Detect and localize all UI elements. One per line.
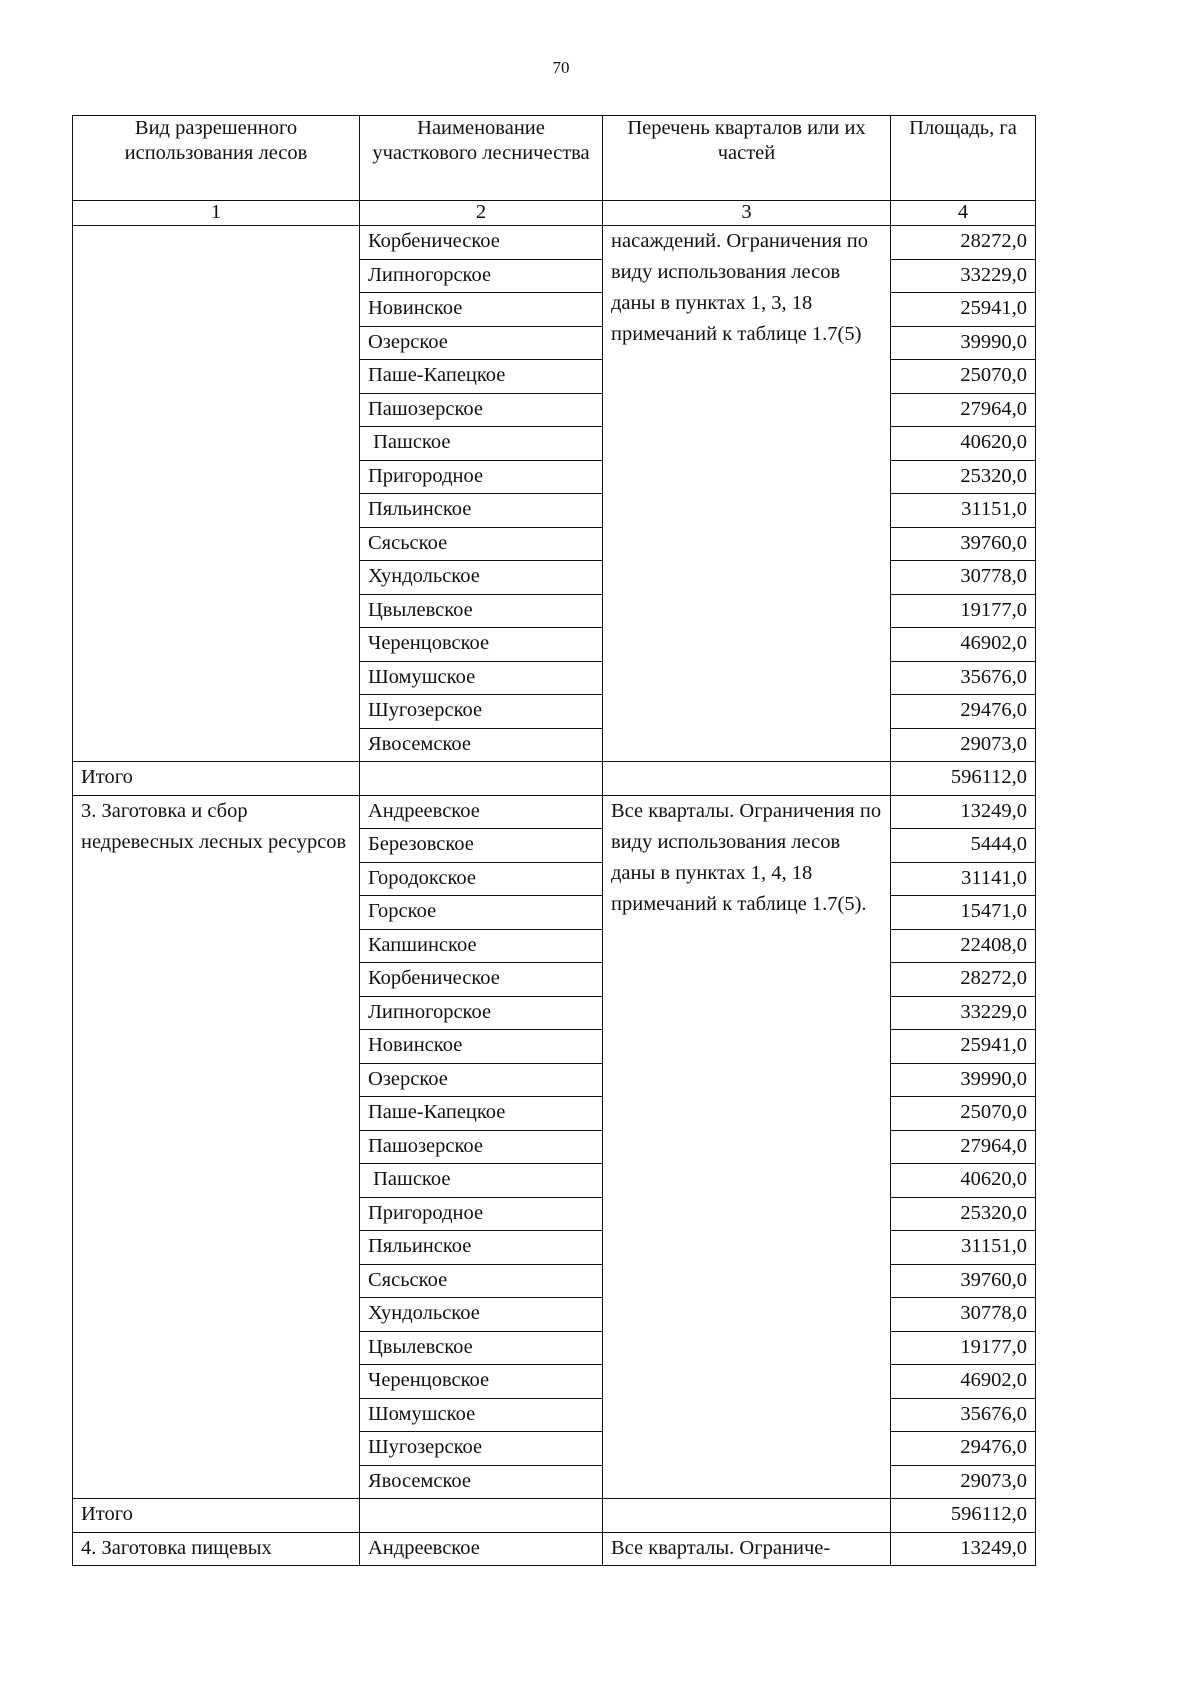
forestry-name-cell: Паше-Капецкое xyxy=(360,1097,603,1131)
area-cell: 22408,0 xyxy=(891,929,1036,963)
area-cell: 39760,0 xyxy=(891,1264,1036,1298)
table-row xyxy=(73,1532,1036,1566)
forestry-name-cell: Сясьское xyxy=(360,527,603,561)
forestry-name-cell: Городокское xyxy=(360,862,603,896)
forestry-name-cell: Явосемское xyxy=(360,728,603,762)
forestry-name-cell: Корбеническое xyxy=(360,963,603,997)
forestry-name-cell: Цвылевское xyxy=(360,1331,603,1365)
area-cell: 29073,0 xyxy=(891,728,1036,762)
group-b-body xyxy=(73,795,1036,1532)
forestry-name-cell: Пашское xyxy=(360,427,603,461)
forestry-name-cell: Шугозерское xyxy=(360,695,603,729)
column-number: 4 xyxy=(891,201,1036,226)
forestry-name-cell: Капшинское xyxy=(360,929,603,963)
area-cell: 25941,0 xyxy=(891,1030,1036,1064)
area-cell: 46902,0 xyxy=(891,1365,1036,1399)
page-number: 70 xyxy=(552,58,570,77)
area-cell: 35676,0 xyxy=(891,661,1036,695)
column-number: 3 xyxy=(603,201,891,226)
header-forestry-name: Наименование участкового лесничества xyxy=(360,116,603,201)
forestry-name-cell: Шугозерское xyxy=(360,1432,603,1466)
forestry-name-cell: Цвылевское xyxy=(360,594,603,628)
area-cell: 25320,0 xyxy=(891,1197,1036,1231)
area-cell: 30778,0 xyxy=(891,561,1036,595)
forestry-name-cell: Хундольское xyxy=(360,1298,603,1332)
area-cell: 13249,0 xyxy=(891,1532,1036,1566)
forestry-name-cell: Явосемское xyxy=(360,1465,603,1499)
area-cell: 28272,0 xyxy=(891,226,1036,260)
area-cell: 5444,0 xyxy=(891,829,1036,863)
group-c-body xyxy=(73,1532,1036,1566)
area-cell: 25320,0 xyxy=(891,460,1036,494)
forestry-name-cell: Озерское xyxy=(360,1063,603,1097)
forestry-name-cell: Горское xyxy=(360,896,603,930)
column-number: 2 xyxy=(360,201,603,226)
total-area: 596112,0 xyxy=(891,762,1036,796)
use-type-cell: 4. Заготовка пищевых xyxy=(73,1532,360,1566)
empty-cell xyxy=(360,762,603,796)
area-cell: 13249,0 xyxy=(891,795,1036,829)
area-cell: 25941,0 xyxy=(891,293,1036,327)
use-type-cell: 3. Заготовка и сбор недревесных лесных ресурсов xyxy=(73,795,360,1499)
total-row xyxy=(73,1499,1036,1533)
area-cell: 39990,0 xyxy=(891,1063,1036,1097)
forestry-name-cell: Пяльинское xyxy=(360,1231,603,1265)
area-cell: 30778,0 xyxy=(891,1298,1036,1332)
forestry-name-cell: Пашское xyxy=(360,1164,603,1198)
forest-use-table xyxy=(72,115,1036,1566)
area-cell: 46902,0 xyxy=(891,628,1036,662)
forestry-name-cell: Пригородное xyxy=(360,460,603,494)
area-cell: 25070,0 xyxy=(891,360,1036,394)
use-type-cell xyxy=(73,226,360,762)
forestry-name-cell: Пригородное xyxy=(360,1197,603,1231)
area-cell: 39760,0 xyxy=(891,527,1036,561)
area-cell: 35676,0 xyxy=(891,1398,1036,1432)
quarters-description-cell: насаждений. Ограничения по виду использования лесов даны в пунктах 1, 3, 18 примечаний к таблице 1.7(5) xyxy=(603,226,891,762)
empty-cell xyxy=(603,1499,891,1533)
forestry-name-cell: Пяльинское xyxy=(360,494,603,528)
area-cell: 40620,0 xyxy=(891,427,1036,461)
forestry-name-cell: Липногорское xyxy=(360,996,603,1030)
area-cell: 31151,0 xyxy=(891,494,1036,528)
forestry-name-cell: Андреевское xyxy=(360,1532,603,1566)
area-cell: 27964,0 xyxy=(891,1130,1036,1164)
area-cell: 29073,0 xyxy=(891,1465,1036,1499)
header-quarters-list: Перечень кварталов или их частей xyxy=(603,116,891,201)
total-label: Итого xyxy=(73,762,360,796)
forestry-name-cell: Озерское xyxy=(360,326,603,360)
area-cell: 29476,0 xyxy=(891,1432,1036,1466)
forestry-name-cell: Пашозерское xyxy=(360,1130,603,1164)
area-cell: 33229,0 xyxy=(891,259,1036,293)
area-cell: 15471,0 xyxy=(891,896,1036,930)
area-cell: 28272,0 xyxy=(891,963,1036,997)
forestry-name-cell: Хундольское xyxy=(360,561,603,595)
area-cell: 25070,0 xyxy=(891,1097,1036,1131)
header-row xyxy=(73,116,1036,201)
table-row xyxy=(73,795,1036,829)
empty-cell xyxy=(360,1499,603,1533)
forestry-name-cell: Сясьское xyxy=(360,1264,603,1298)
forestry-name-cell: Новинское xyxy=(360,293,603,327)
total-area: 596112,0 xyxy=(891,1499,1036,1533)
area-cell: 40620,0 xyxy=(891,1164,1036,1198)
forestry-name-cell: Березовское xyxy=(360,829,603,863)
header-use-type: Вид разрешенного использования лесов xyxy=(73,116,360,201)
area-cell: 31151,0 xyxy=(891,1231,1036,1265)
forestry-name-cell: Андреевское xyxy=(360,795,603,829)
table-row xyxy=(73,226,1036,260)
forestry-name-cell: Черенцовское xyxy=(360,628,603,662)
forestry-name-cell: Корбеническое xyxy=(360,226,603,260)
area-cell: 27964,0 xyxy=(891,393,1036,427)
area-cell: 33229,0 xyxy=(891,996,1036,1030)
total-label: Итого xyxy=(73,1499,360,1533)
quarters-description-cell: Все кварталы. Ограничения по виду использования лесов даны в пунктах 1, 4, 18 примечаний к таблице 1.7(5). xyxy=(603,795,891,1499)
area-cell: 39990,0 xyxy=(891,326,1036,360)
area-cell: 31141,0 xyxy=(891,862,1036,896)
column-number-row xyxy=(73,201,1036,226)
area-cell: 29476,0 xyxy=(891,695,1036,729)
forestry-name-cell: Новинское xyxy=(360,1030,603,1064)
forestry-name-cell: Паше-Капецкое xyxy=(360,360,603,394)
group-a-body xyxy=(73,226,1036,796)
forestry-name-cell: Черенцовское xyxy=(360,1365,603,1399)
total-row xyxy=(73,762,1036,796)
empty-cell xyxy=(603,762,891,796)
forestry-name-cell: Шомушское xyxy=(360,1398,603,1432)
area-cell: 19177,0 xyxy=(891,1331,1036,1365)
header-area: Площадь, га xyxy=(891,116,1036,201)
column-number: 1 xyxy=(73,201,360,226)
forestry-name-cell: Пашозерское xyxy=(360,393,603,427)
quarters-description-cell: Все кварталы. Ограниче- xyxy=(603,1532,891,1566)
area-cell: 19177,0 xyxy=(891,594,1036,628)
forestry-name-cell: Шомушское xyxy=(360,661,603,695)
forestry-name-cell: Липногорское xyxy=(360,259,603,293)
